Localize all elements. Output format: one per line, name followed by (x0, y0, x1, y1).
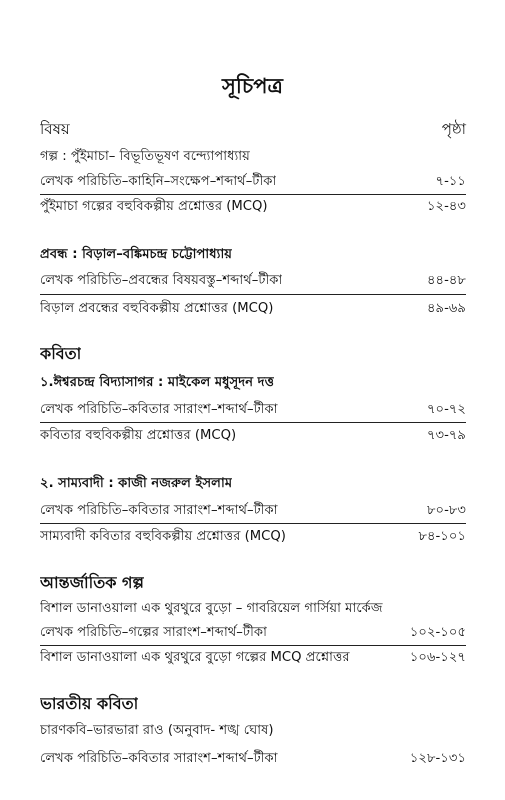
entry-page: ৪৯-৬৯ (426, 301, 466, 316)
section-heading (40, 343, 466, 365)
toc-entry (40, 171, 466, 193)
entry-text: ১.ঈশ্বরচন্দ্র বিদ্যাসাগর : মাইকেল মধুসূদন দত্ত (40, 375, 275, 390)
entry-text: লেখক পরিচিতি–গল্পের সারাংশ–শব্দার্থ–টীকা (40, 625, 267, 640)
entry-page: ১২-৪৩ (426, 199, 466, 214)
entry-page: ১০২-১০৫ (409, 625, 466, 640)
toc-entry (40, 526, 466, 548)
subject-header: বিষয় (40, 119, 70, 138)
entry-text: ভারতীয় কবিতা (40, 693, 139, 713)
entry-text: প্রবন্ধ : বিড়াল–বঙ্কিমচন্দ্র চট্টোপাধ্যায় (40, 247, 233, 262)
toc-entry (40, 146, 466, 168)
entry-text: পুঁইমাচা গল্পের বহুবিকল্পীয় প্রশ্নোত্তর (MCQ) (40, 199, 268, 214)
entry-page: ৭৩-৭৯ (426, 428, 466, 443)
entry-text: চারণকবি–ভারভারা রাও (অনুবাদ- শঙ্খ ঘোষ) (40, 723, 274, 738)
entry-text: বিশাল ডানাওয়ালা এক থুরথুরে বুড়ো – গাবরিয়েল গার্সিয়া মার্কেজ (40, 601, 383, 616)
toc-entry (40, 748, 466, 770)
toc-entry (40, 425, 466, 447)
entry-text: বিড়াল প্রবন্ধের বহুবিকল্পীয় প্রশ্নোত্তর (MCQ) (40, 301, 274, 316)
toc-header-row (40, 119, 466, 141)
entry-text: লেখক পরিচিতি–প্রবন্ধের বিষয়বস্তু–শব্দার্থ–টীকা (40, 273, 283, 288)
entry-divider (40, 194, 466, 195)
toc-entry (40, 372, 466, 394)
page-title: সূচিপত্র (222, 74, 283, 98)
entry-divider (40, 645, 466, 646)
entry-text: ২. সাম্যবাদী : কাজী নজরুল ইসলাম (40, 476, 233, 491)
entry-text: লেখক পরিচিতি–কবিতার সারাংশ–শব্দার্থ–টীকা (40, 751, 278, 766)
entry-page: ৮৪-১০১ (418, 529, 466, 544)
toc-entry (40, 720, 466, 742)
toc-entry (40, 270, 466, 292)
entry-page: ১২৮-১৩১ (409, 751, 466, 766)
section-heading (40, 693, 466, 715)
toc-entry (40, 598, 466, 620)
toc-entry (40, 399, 466, 421)
entry-text: লেখক পরিচিতি–কবিতার সারাংশ–শব্দার্থ–টীকা (40, 503, 278, 518)
entry-page: ৭-১১ (435, 174, 466, 189)
toc-entry (40, 298, 466, 320)
entry-divider (40, 422, 466, 423)
entry-text: গল্প : পুঁইমাচা– বিভূতিভূষণ বন্দ্যোপাধ্যায় (40, 149, 250, 164)
toc-entry (40, 473, 466, 495)
entry-text: কবিতা (40, 343, 82, 363)
entry-page: ১০৬-১২৭ (409, 650, 466, 665)
entry-text: বিশাল ডানাওয়ালা এক থুরথুরে বুড়ো গল্পের MCQ প্রশ্নোত্তর (40, 650, 350, 665)
toc-entry (40, 622, 466, 644)
entry-divider (40, 523, 466, 524)
entry-text: সাম্যবাদী কবিতার বহুবিকল্পীয় প্রশ্নোত্তর (MCQ) (40, 529, 286, 544)
entry-page: ৭০-৭২ (426, 402, 466, 417)
section-heading (40, 572, 466, 594)
entry-page: ৮০-৮৩ (426, 503, 466, 518)
toc-entry (40, 500, 466, 522)
entry-divider (40, 294, 466, 295)
entry-text: আন্তর্জাতিক গল্প (40, 572, 144, 592)
entry-page: ৪৪-৪৮ (427, 273, 466, 288)
toc-entry (40, 647, 466, 669)
entry-text: লেখক পরিচিতি–কাহিনি–সংক্ষেপ–শব্দার্থ–টীকা (40, 174, 277, 189)
entry-text: কবিতার বহুবিকল্পীয় প্রশ্নোত্তর (MCQ) (40, 428, 237, 443)
toc-entry (40, 196, 466, 218)
toc-entry (40, 244, 466, 266)
entry-text: লেখক পরিচিতি–কবিতার সারাংশ–শব্দার্থ–টীকা (40, 402, 278, 417)
page-header: পৃষ্ঠা (441, 119, 466, 138)
